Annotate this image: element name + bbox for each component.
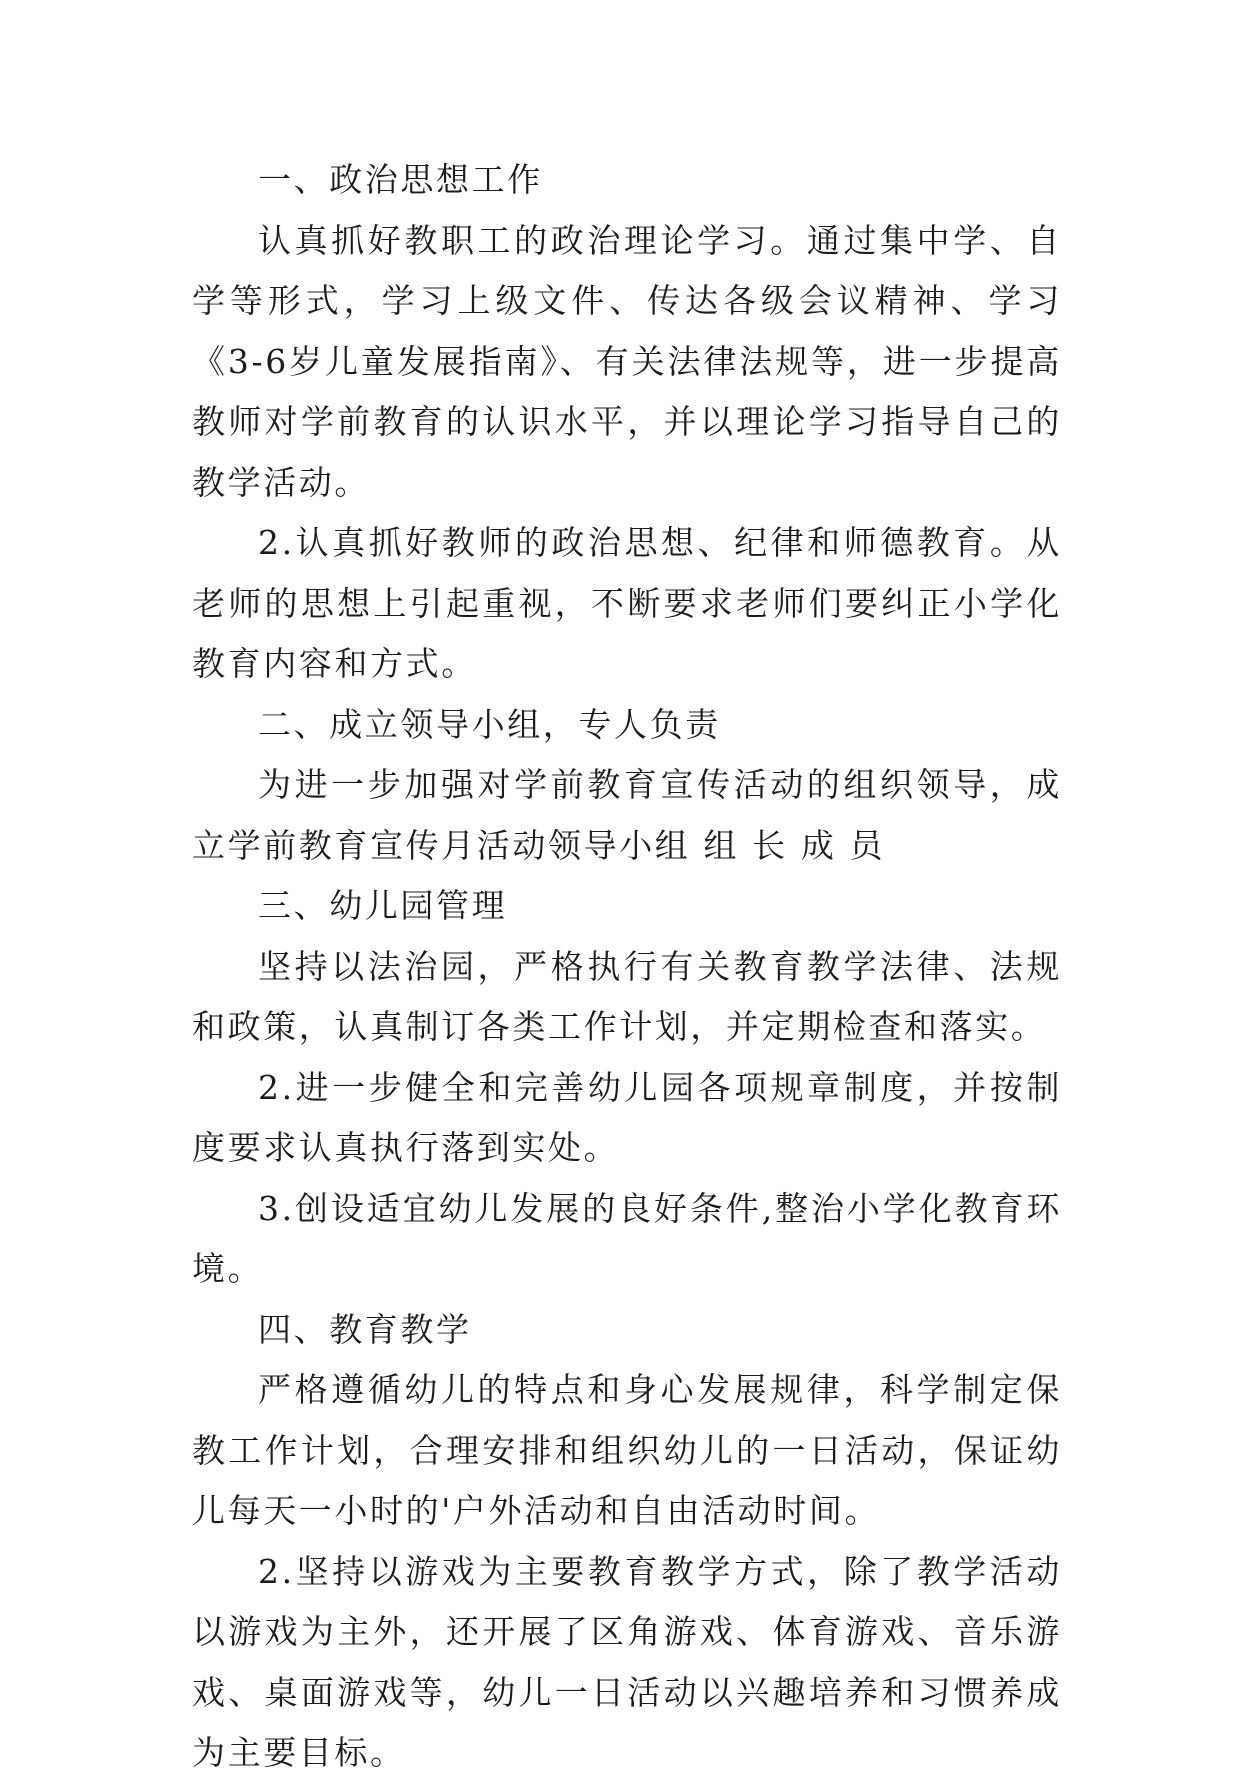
paragraph-ethics-education: 2.认真抓好教师的政治思想、纪律和师德教育。从老师的思想上引起重视，不断要求老师们要纠正小学化教育内容和方式。 (192, 523, 1062, 683)
section-heading-leadership-group: 二、成立领导小组，专人负责 (258, 704, 721, 744)
document-page (192, 150, 1062, 1784)
section-heading-political-work: 一、政治思想工作 (258, 160, 543, 199)
paragraph-daily-plan: 严格遵循幼儿的特点和身心发展规律，科学制定保教工作计划，合理安排和组织幼儿的一日活动，保证幼儿每天一小时的'户外活动和自由活动时间。 (192, 1370, 1062, 1530)
paragraph-games: 2.坚持以游戏为主要教育教学方式，除了教学活动以游戏为主外，还开展了区角游戏、体育游戏、音乐游戏、桌面游戏等，幼儿一日活动以兴趣培养和习惯养成为主要目标。 (192, 1551, 1062, 1772)
paragraph-rules-system: 2.进一步健全和完善幼儿园各项规章制度，并按制度要求认真执行落到实处。 (192, 1067, 1062, 1167)
paragraph-environment: 3.创设适宜幼儿发展的良好条件,整治小学化教育环境。 (192, 1188, 1062, 1288)
section-heading-kindergarten-management: 三、幼儿园管理 (258, 886, 508, 925)
paragraph-leadership-group: 为进一步加强对学前教育宣传活动的组织领导，成立学前教育宣传月活动领导小组 组 长 成 员 (192, 765, 1062, 865)
paragraph-theory-study: 认真抓好教职工的政治理论学习。通过集中学、自学等形式，学习上级文件、传达各级会议精神、学习《3-6岁儿童发展指南》、有关法律法规等，进一步提高教师对学前教育的认识水平，并以理论学习指导自己的教学活动。 (192, 220, 1062, 502)
section-heading-education-teaching: 四、教育教学 (258, 1309, 472, 1349)
paragraph-rule-of-law: 坚持以法治园，严格执行有关教育教学法律、法规和政策，认真制订各类工作计划，并定期检查和落实。 (192, 946, 1062, 1046)
